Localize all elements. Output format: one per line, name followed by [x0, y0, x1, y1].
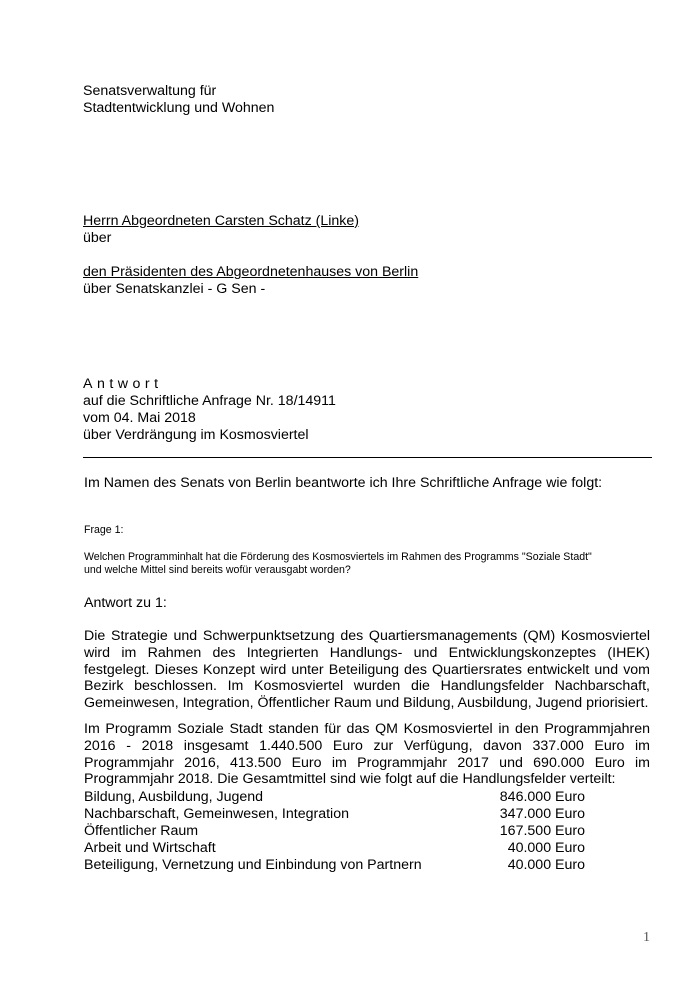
allocation-amount: 846.000 Euro [499, 789, 585, 805]
page-number: 1 [643, 930, 650, 945]
allocation-row [84, 857, 585, 874]
intro-text: Im Namen des Senats von Berlin beantworte ich Ihre Schriftliche Anfrage wie folgt: [84, 475, 603, 491]
subject-heading: Antwort [83, 376, 163, 392]
allocation-amount: 40.000 Euro [507, 840, 585, 856]
allocation-field: Bildung, Ausbildung, Jugend [84, 789, 264, 805]
sender-line-1: Senatsverwaltung für [83, 83, 217, 99]
recipient-president: den Präsidenten des Abgeordnetenhauses von Berlin [83, 264, 419, 280]
allocation-field: Arbeit und Wirtschaft [84, 840, 216, 856]
allocation-field: Beteiligung, Vernetzung und Einbindung von Partnern [84, 857, 422, 873]
allocation-amount: 40.000 Euro [507, 857, 585, 873]
question-line-2: und welche Mittel sind bereits wofür verausgabt worden? [84, 564, 351, 576]
allocation-amount: 167.500 Euro [499, 823, 585, 839]
answer-paragraph-1: Die Strategie und Schwerpunktsetzung des Quartiersmanagements (QM) Kosmosviertel wird im Rahmen des Integrierten Handlungs- und Entwicklungskonzeptes (IHEK) festgelegt. Dieses Konzept wird unter Beteiligung des Quartiersrates entwickelt und vom Bezirk beschlossen. Im Kosmosviertel wurden die Handlungsfelder Nachbarschaft, Gemeinwesen, Integration, Öffentlicher Raum und Bildung, Ausbildung, Jugend priorisiert. [84, 628, 650, 712]
allocation-row [84, 806, 585, 823]
answer-paragraph-2: Im Programm Soziale Stadt standen für das QM Kosmosviertel in den Programmjahren 2016 - 2018 insgesamt 1.440.500 Euro zur Verfügung, davon 337.000 Euro im Programmjahr 2016, 413.500 Euro im Programmjahr 2017 und 690.000 Euro im Programmjahr 2018. Die Gesamtmittel sind wie folgt auf die Handlungsfelder verteilt: [84, 721, 650, 788]
allocation-amount: 347.000 Euro [499, 806, 585, 822]
allocation-row [84, 789, 585, 806]
subject-line-3: über Verdrängung im Kosmosviertel [83, 427, 309, 443]
sender-line-2: Stadtentwicklung und Wohnen [83, 100, 275, 116]
recipient-name: Herrn Abgeordneten Carsten Schatz (Linke) [83, 213, 360, 229]
allocation-row [84, 823, 585, 840]
allocation-field: Öffentlicher Raum [84, 823, 199, 839]
answer-label: Antwort zu 1: [84, 595, 167, 611]
subject-line-1: auf die Schriftliche Anfrage Nr. 18/14911 [83, 393, 336, 409]
allocation-field: Nachbarschaft, Gemeinwesen, Integration [84, 806, 349, 822]
recipient-via-2: über Senatskanzlei - G Sen - [83, 281, 266, 297]
allocation-row [84, 840, 585, 857]
question-line-1: Welchen Programminhalt hat die Förderung des Kosmosviertels im Rahmen des Programms "Soziale Stadt" [84, 551, 592, 563]
horizontal-rule [83, 457, 652, 458]
recipient-via-1: über [83, 230, 112, 246]
subject-line-2: vom 04. Mai 2018 [83, 410, 196, 426]
question-label: Frage 1: [84, 524, 124, 536]
